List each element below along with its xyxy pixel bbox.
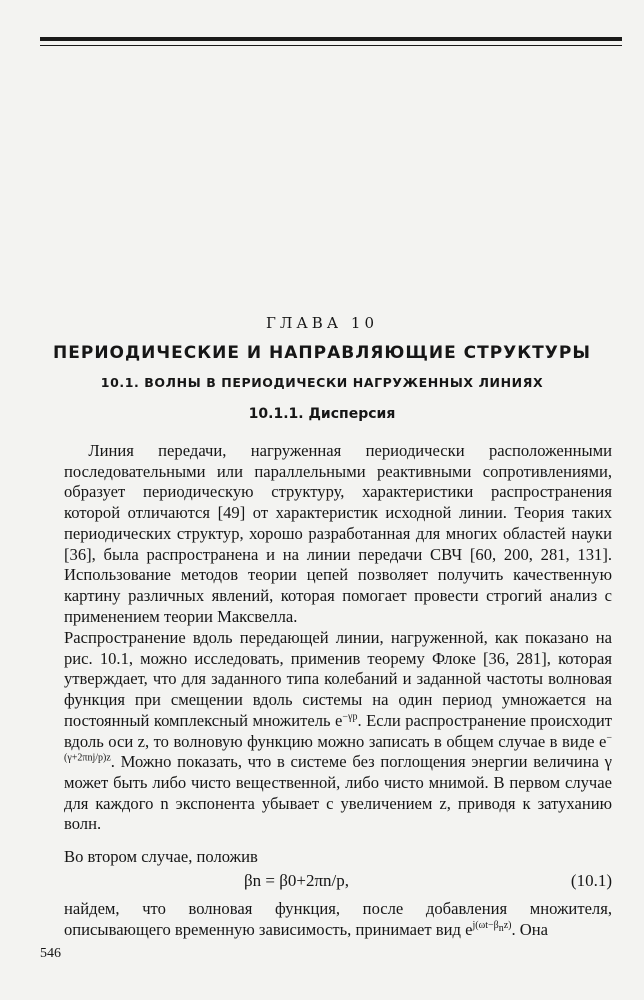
paragraph-dispersion-intro (64, 441, 612, 627)
paragraph-text: найдем, что волновая функция, после добавления множителя, описывающего временную зависимость, принимает вид (64, 899, 612, 939)
paragraph-wave-function (64, 899, 612, 940)
subsection-title: 10.1.1. Дисперсия (248, 406, 396, 422)
paragraph-text: Линия передачи, нагруженная периодически расположенными последовательными или параллельными реактивными сопротивлениями, образует периодическую структуру, характеристики распространения которой отличаются [49] от характеристик исходной линии. Теория таких периодических структур, хорошо разработанная для многих областей науки [36], была распространена и на линии передачи СВЧ [60, 200, 281, 131]. Использование методов теории цепей позволяет получить качественную картину различных явлений, которая помогает провести строгий анализ с применением теории Максвелла. (64, 441, 612, 626)
equation-10-1 (64, 871, 612, 895)
equation-formula: βn = β0+2πn/p, (244, 871, 350, 890)
page-number: 546 (40, 946, 61, 961)
paragraph-text: . Если распространение происходит вдоль оси z, то волновую функцию можно записать в общем случае в виде (64, 710, 612, 751)
paragraph-floquet (64, 628, 612, 835)
section-title: 10.1. ВОЛНЫ В ПЕРИОДИЧЕСКИ НАГРУЖЕННЫХ ЛИНИЯХ (100, 375, 544, 390)
paragraph-text: . Можно показать, что в системе без поглощения энергии величина γ может быть либо чисто вещественной, либо чисто мнимой. В первом случае для каждого n экспонента убывает с увеличением z, приводя к затуханию волн. (64, 752, 612, 834)
paragraph-text: . Она (511, 919, 549, 939)
paragraph-text: Распространение вдоль передающей линии, нагруженной, как показано на рис. 10.1, можно исследовать, применив теорему Флоке [36, 281], которая утверждает, что для заданного типа колебаний и заданной частоты волновая функция при смещении вдоль системы на один период умножается на постоянный комплексный множитель (64, 628, 612, 730)
top-rule-thick (40, 37, 622, 41)
factor-exponent: −γp (342, 711, 358, 723)
factor-base: e (335, 710, 343, 730)
exp-power: j(ωt−βnz) (472, 920, 512, 935)
wave-exponent: −(γ+2πnj/p)z (64, 731, 612, 764)
exp-base: e (465, 919, 473, 939)
paragraph-second-case (64, 847, 612, 868)
chapter-label: ГЛАВА 10 (265, 314, 379, 332)
paragraph-text: Во втором случае, положив (64, 847, 258, 866)
top-rule-thin (40, 45, 622, 46)
chapter-title: ПЕРИОДИЧЕСКИЕ И НАПРАВЛЯЮЩИЕ СТРУКТУРЫ (53, 343, 591, 363)
wave-base: e (598, 731, 607, 751)
equation-number: (10.1) (570, 871, 612, 890)
